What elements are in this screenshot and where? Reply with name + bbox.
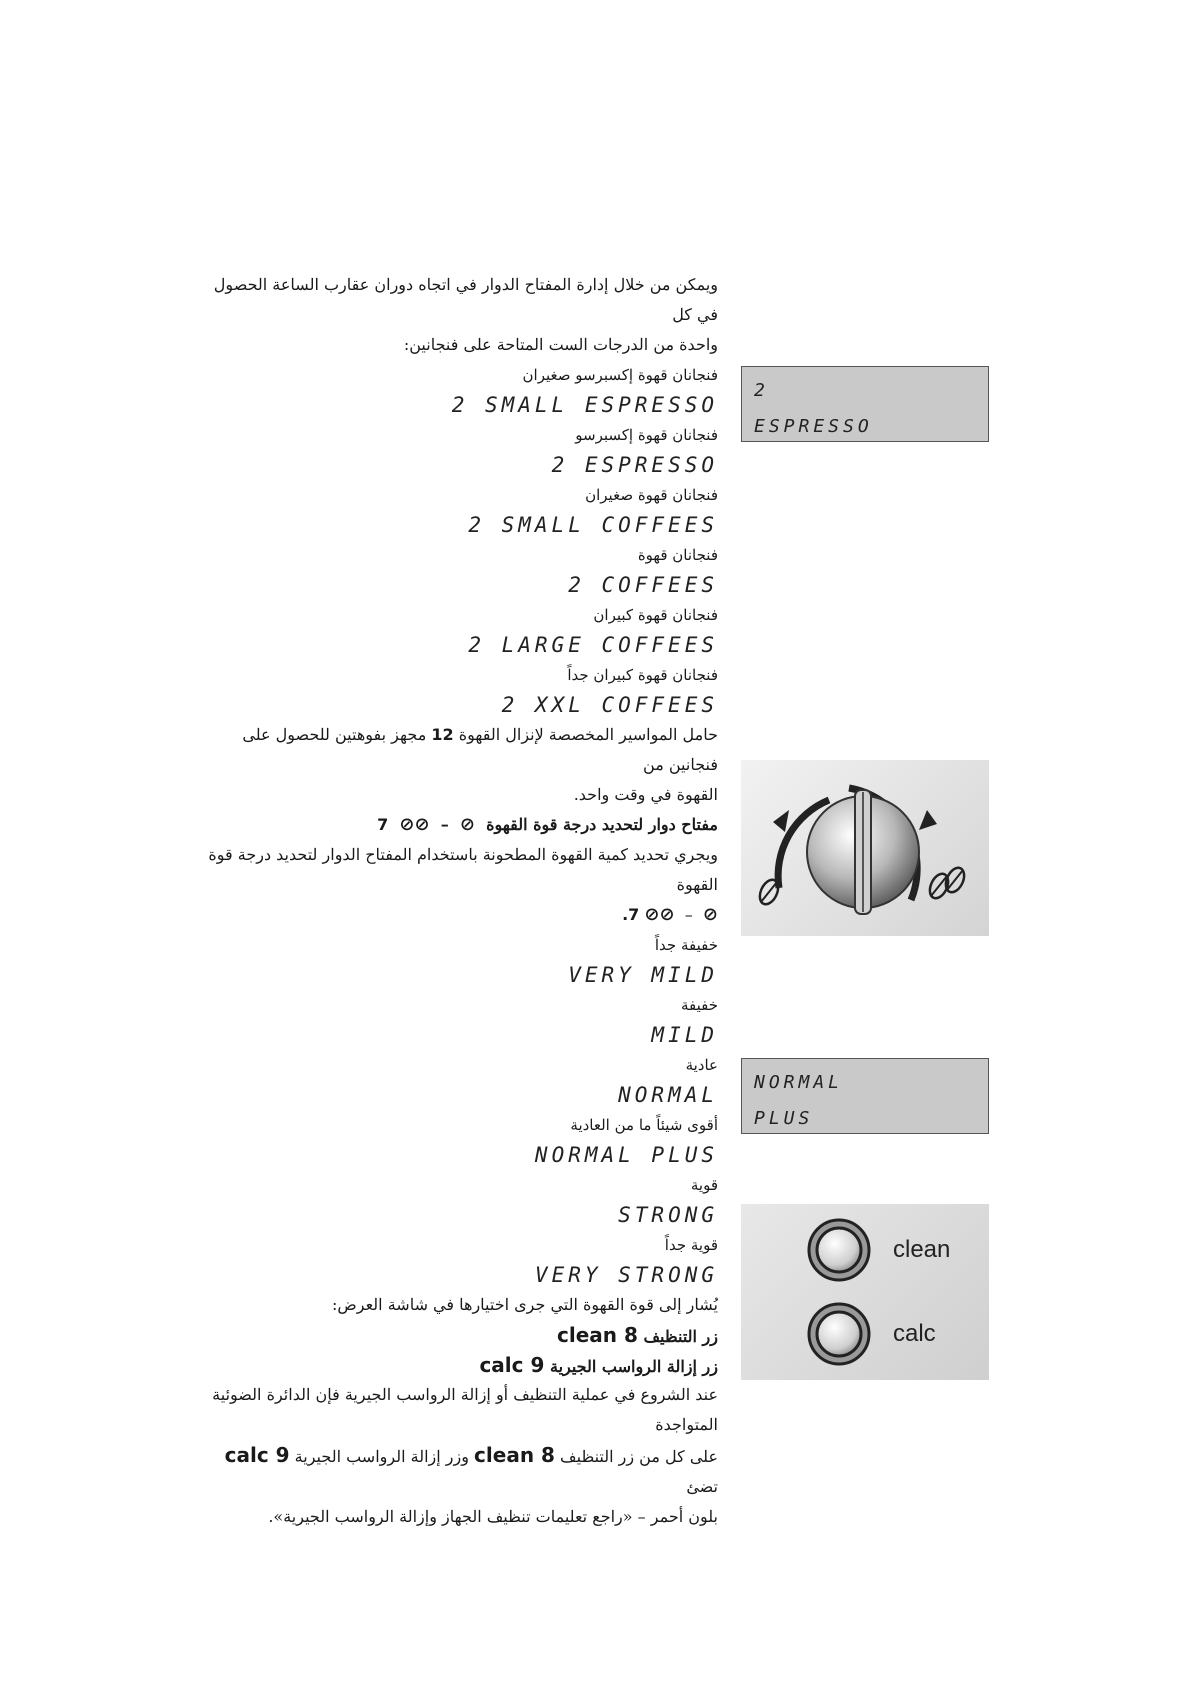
strength-desc: قوية جداً xyxy=(664,1236,718,1254)
single-bean-icon: ⊘ xyxy=(702,904,718,925)
strength-knob-illustration xyxy=(741,760,989,936)
strength-display: NORMAL xyxy=(618,1083,718,1107)
manual-text-column xyxy=(205,270,718,1532)
cup-display: 2 ESPRESSO xyxy=(551,453,718,477)
spout-number: 12 xyxy=(431,725,454,744)
strength-desc: أقوى شيئاً ما من العادية xyxy=(570,1116,718,1134)
arrow-left-icon xyxy=(773,810,789,832)
strength-display: VERY MILD xyxy=(568,963,718,987)
final-text-line-1: عند الشروع في عملية التنظيف أو إزالة الرواسب الجيرية فإن الدائرة الضوئية المتواجدة xyxy=(212,1385,718,1434)
final-text-line-2 xyxy=(205,1440,718,1502)
double-bean-icon: ⊘⊘ xyxy=(399,814,430,835)
clean-heading-code: 8 clean xyxy=(557,1323,638,1347)
arrow-right-icon xyxy=(919,810,937,830)
spout-text-line-2: القهوة في وقت واحد. xyxy=(573,785,718,804)
final-text-part: تضئ xyxy=(686,1477,718,1496)
strength-heading-number: 7 xyxy=(377,815,389,834)
lcd-line-1: NORMAL xyxy=(754,1072,844,1093)
cup-display: 2 COFFEES xyxy=(568,573,718,597)
calc-heading-label: زر إزالة الرواسب الجيرية xyxy=(549,1357,718,1376)
strength-desc: خفيفة جداً xyxy=(654,936,718,954)
cup-desc: فنجانان قهوة كبيران xyxy=(593,606,718,624)
clean-calc-buttons-illustration xyxy=(741,1204,989,1380)
buttons-graphic xyxy=(741,1204,989,1380)
clean-button-label: clean xyxy=(893,1236,951,1263)
intro-line-2: واحدة من الدرجات الست المتاحة على فنجانين: xyxy=(403,335,718,354)
calc-button-label: calc xyxy=(893,1320,936,1347)
strength-heading-dash: – xyxy=(440,815,449,834)
strength-display: VERY STRONG xyxy=(534,1263,718,1287)
double-bean-icon xyxy=(926,865,967,901)
strength-heading-label: مفتاح دوار لتحديد درجة قوة القهوة xyxy=(486,815,718,834)
strength-display: STRONG xyxy=(618,1203,718,1227)
spout-text-after: مجهز بفوهتين للحصول على فنجانين من xyxy=(242,725,718,774)
final-clean-code: 8 clean xyxy=(474,1443,555,1467)
strength-text-line-2 xyxy=(205,900,718,930)
intro-line-1: ويمكن من خلال إدارة المفتاح الدوار في اتجاه دوران عقارب الساعة الحصول في كل xyxy=(213,275,718,324)
clean-button-graphic xyxy=(809,1220,869,1280)
display-note: يُشار إلى قوة القهوة التي جرى اختيارها في شاشة العرض: xyxy=(332,1295,718,1314)
strength-display: NORMAL PLUS xyxy=(534,1143,718,1167)
cup-display: 2 SMALL COFFEES xyxy=(468,513,718,537)
final-calc-code: 9 calc xyxy=(224,1443,290,1467)
strength-desc: خفيفة xyxy=(680,996,718,1014)
strength-desc: قوية xyxy=(690,1176,718,1194)
calc-button-graphic xyxy=(809,1304,869,1364)
calc-heading-code: 9 calc xyxy=(479,1353,545,1377)
strength-display: MILD xyxy=(651,1023,718,1047)
lcd-display-normal-plus xyxy=(741,1058,989,1134)
spout-text-before: حامل المواسير المخصصة لإنزال القهوة xyxy=(458,725,718,744)
cup-display: 2 XXL COFFEES xyxy=(501,693,718,717)
spout-text-line-1 xyxy=(205,720,718,780)
final-text-line-3: بلون أحمر – «راجع تعليمات تنظيف الجهاز وإزالة الرواسب الجيرية». xyxy=(268,1507,718,1526)
cup-desc: فنجانان قهوة كبيران جداً xyxy=(567,666,718,684)
final-text-part: وزر إزالة الرواسب الجيرية xyxy=(294,1447,469,1466)
strength-desc: عادية xyxy=(685,1056,718,1074)
lcd-line-2: ESPRESSO xyxy=(754,416,873,437)
strength-heading xyxy=(205,810,718,840)
cup-desc: فنجانان قهوة إكسبرسو xyxy=(575,426,718,444)
cup-display: 2 SMALL ESPRESSO xyxy=(451,393,718,417)
clean-heading-label: زر التنظيف xyxy=(643,1327,718,1346)
calc-heading xyxy=(205,1350,718,1380)
lcd-line-1: 2 xyxy=(754,380,769,401)
strength-text-line-1: ويجري تحديد كمية القهوة المطحونة باستخدام المفتاح الدوار لتحديد درجة قوة القهوة xyxy=(208,845,718,894)
cup-desc: فنجانان قهوة xyxy=(637,546,718,564)
cup-desc: فنجانان قهوة إكسبرسو صغيران xyxy=(522,366,718,384)
lcd-line-2: PLUS xyxy=(754,1108,814,1129)
clean-heading xyxy=(205,1320,718,1350)
final-text-part: على كل من زر التنظيف xyxy=(560,1447,718,1466)
cup-desc: فنجانان قهوة صغيران xyxy=(585,486,718,504)
single-bean-icon: ⊘ xyxy=(459,814,475,835)
lcd-display-espresso xyxy=(741,366,989,442)
double-bean-icon: ⊘⊘ xyxy=(644,904,675,925)
strength-knob-graphic xyxy=(741,760,989,936)
strength-text-dash: – xyxy=(684,905,693,924)
strength-text-number: 7. xyxy=(622,905,640,924)
cup-display: 2 LARGE COFFEES xyxy=(468,633,718,657)
